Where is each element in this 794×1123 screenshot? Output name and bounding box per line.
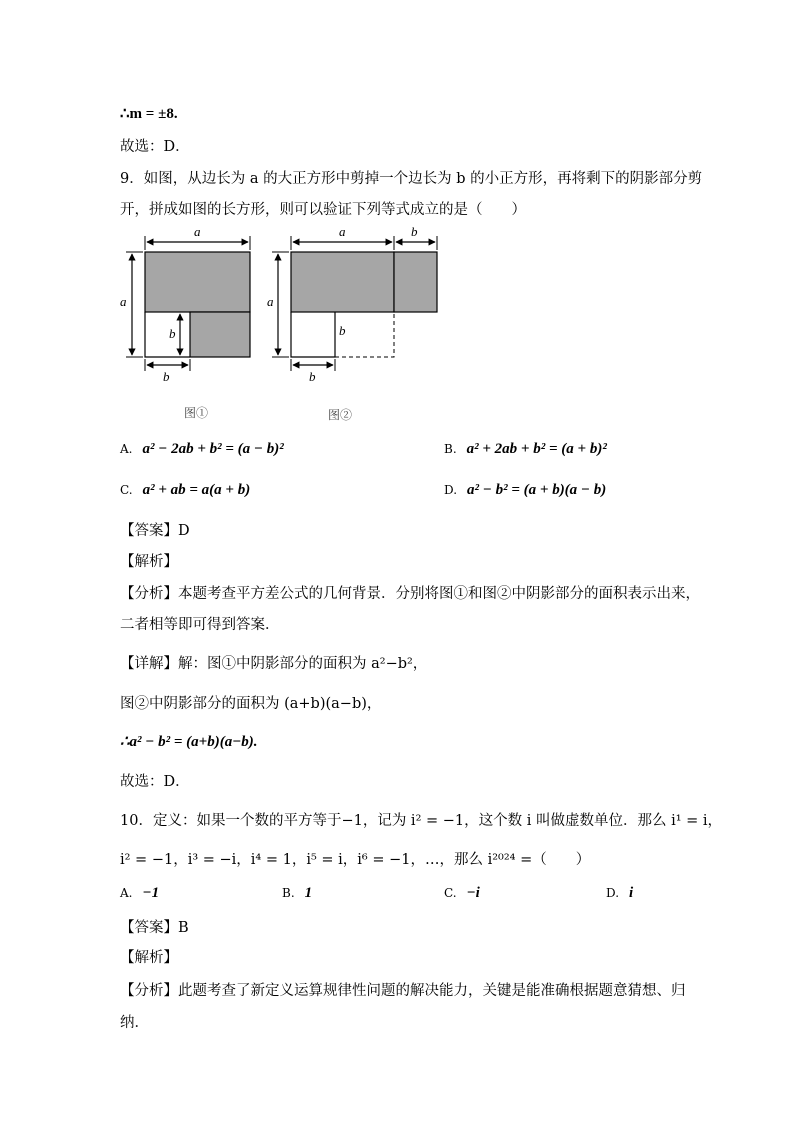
fig2-label-b-top: b — [411, 224, 418, 239]
q10-option-a: A. −1 — [120, 885, 160, 901]
fig2-shaded-left — [291, 252, 394, 312]
answer-q10: 【答案】B — [120, 920, 189, 936]
question-10-line-2: i² = −1，i³ = −i，i⁴ = 1，i⁵ = i，i⁶ = −1，…，那么 i²⁰²⁴ =（ ） — [120, 852, 591, 868]
answer-q9: 【答案】D — [120, 523, 190, 539]
figure-2 — [267, 224, 437, 384]
q9-option-a: A. a² − 2ab + b² = (a − b)² — [120, 441, 284, 457]
fig1-label-a-top: a — [194, 224, 201, 239]
fig2-cut-square — [291, 312, 335, 357]
fig2-label-a-top: a — [339, 224, 346, 239]
q9-analysis-line-2: 二者相等即可得到答案． — [120, 617, 280, 633]
q10-option-d: D. i — [606, 885, 634, 901]
choose-d-q9: 故选：D． — [120, 774, 190, 790]
figure-1 — [120, 224, 250, 384]
question-9-line-2: 开，拼成如图的长方形，则可以验证下列等式成立的是（ ） — [120, 202, 526, 218]
question-9-line-1: 9．如图，从边长为 a 的大正方形中剪掉一个边长为 b 的小正方形，再将剩下的阴影部分剪 — [120, 171, 703, 187]
fig1-label-b-inner: b — [169, 326, 176, 341]
analysis-heading-q9: 【解析】 — [120, 554, 178, 570]
fig1-shaded-bottom — [190, 312, 250, 357]
choose-d-prev: 故选：D． — [120, 139, 190, 155]
fig2-caption: 图② — [328, 408, 353, 422]
q9-option-b: B. a² + 2ab + b² = (a + b)² — [444, 441, 607, 457]
fig1-cut-square — [145, 312, 190, 357]
conclusion-m: ∴m = ±8. — [120, 106, 178, 122]
question-9-figure — [110, 222, 460, 427]
analysis-heading-q10: 【解析】 — [120, 950, 178, 966]
q9-detail-line-3: ∴a² − b² = (a+b)(a−b). — [120, 734, 258, 750]
fig1-shaded-top — [145, 252, 250, 312]
fig1-label-b-bottom: b — [163, 369, 170, 384]
q9-detail-line-2: 图②中阴影部分的面积为 (a+b)(a−b)， — [120, 696, 382, 712]
q10-option-b: B. 1 — [282, 885, 313, 901]
q10-analysis-line-2: 纳． — [120, 1015, 149, 1031]
q9-option-c: C. a² + ab = a(a + b) — [120, 482, 251, 498]
question-10-line-1: 10．定义：如果一个数的平方等于−1，记为 i² = −1，这个数 i 叫做虚数单位．那么 i¹ = i， — [120, 813, 723, 829]
q10-option-c: C. −i — [444, 885, 480, 901]
fig1-label-a-left: a — [120, 294, 127, 309]
fig2-label-a-left: a — [267, 294, 274, 309]
fig2-shaded-right — [394, 252, 437, 312]
fig1-caption: 图① — [184, 406, 209, 420]
q10-analysis-line-1: 【分析】此题考查了新定义运算规律性问题的解决能力，关键是能准确根据题意猜想、归 — [120, 983, 686, 999]
fig2-label-b-bottom: b — [309, 369, 316, 384]
q9-option-d: D. a² − b² = (a + b)(a − b) — [444, 482, 607, 498]
fig2-label-b-inner: b — [339, 323, 346, 338]
q9-detail-line-1: 【详解】解：图①中阴影部分的面积为 a²−b²， — [120, 656, 428, 672]
q9-analysis-line-1: 【分析】本题考查平方差公式的几何背景．分别将图①和图②中阴影部分的面积表示出来， — [120, 586, 700, 602]
